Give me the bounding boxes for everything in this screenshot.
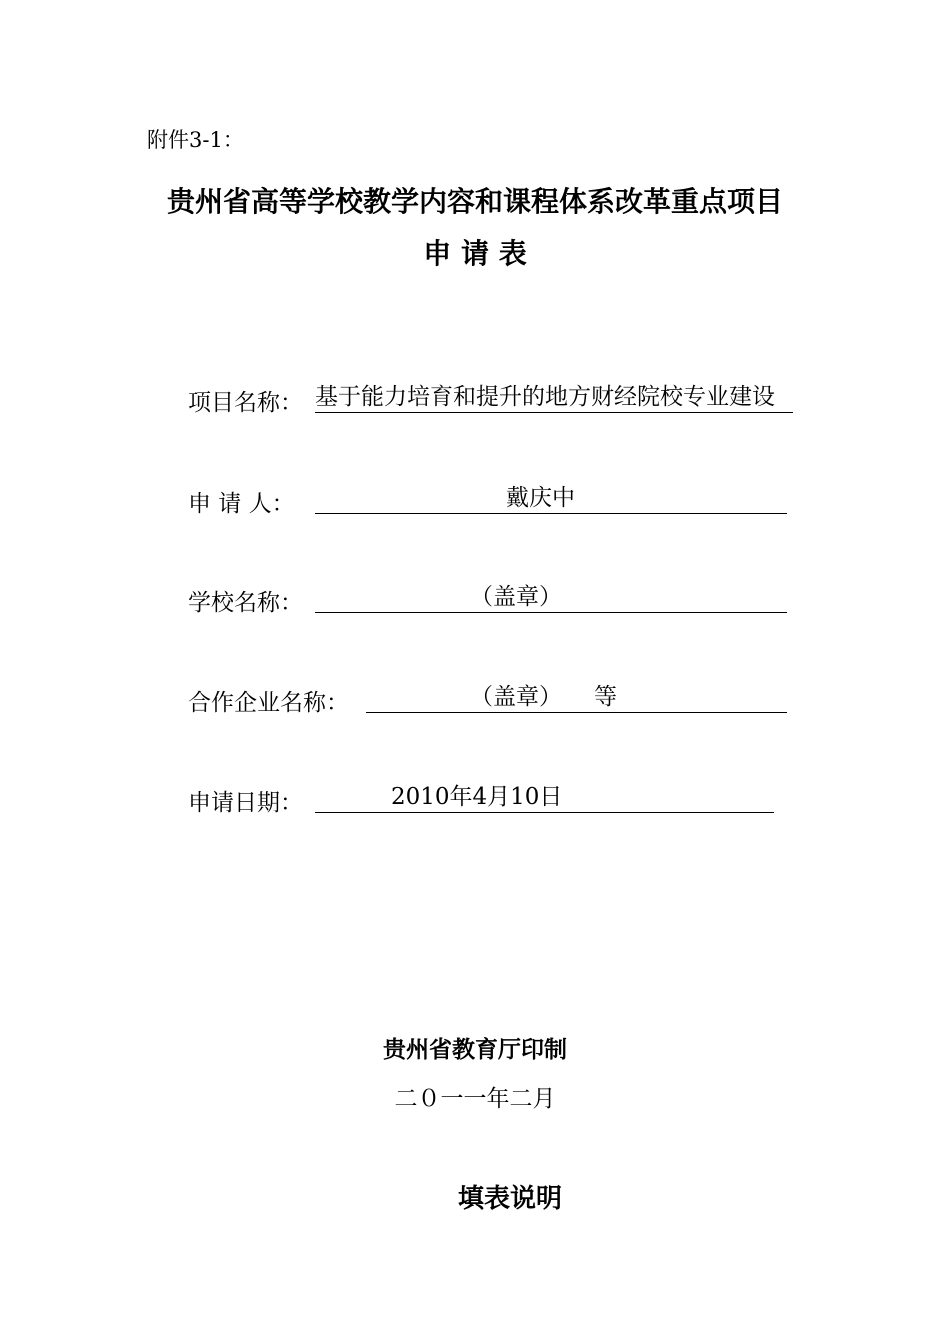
project-name-label: 项目名称： xyxy=(188,390,303,416)
project-name-field xyxy=(315,382,793,413)
project-name-value: 基于能力培育和提升的地方财经院校专业建设 xyxy=(315,384,775,410)
printing-date: 二０一一年二月 xyxy=(394,1086,556,1112)
partner-name-label: 合作企业名称： xyxy=(188,690,349,716)
school-name-field xyxy=(315,582,787,613)
apply-date-label: 申请日期： xyxy=(188,790,303,816)
school-seal-note: （盖章） xyxy=(470,584,562,610)
applicant-value: 戴庆中 xyxy=(506,485,575,511)
partner-etc-note: 等 xyxy=(594,684,617,710)
instructions-heading: 填表说明 xyxy=(457,1184,562,1214)
school-name-label: 学校名称： xyxy=(188,590,303,616)
apply-date-field xyxy=(315,782,774,813)
form-title: 贵州省高等学校教学内容和课程体系改革重点项目 xyxy=(166,185,783,218)
form-subtitle: 申 请 表 xyxy=(423,237,527,270)
attachment-label: 附件3-1： xyxy=(147,128,244,152)
partner-seal-note: （盖章） xyxy=(470,684,562,710)
applicant-field xyxy=(315,483,787,514)
applicant-label: 申 请 人： xyxy=(188,491,295,517)
apply-date-value: 2010年4月10日 xyxy=(391,784,563,810)
printing-organization: 贵州省教育厅印制 xyxy=(383,1036,567,1063)
partner-name-field xyxy=(366,682,787,713)
